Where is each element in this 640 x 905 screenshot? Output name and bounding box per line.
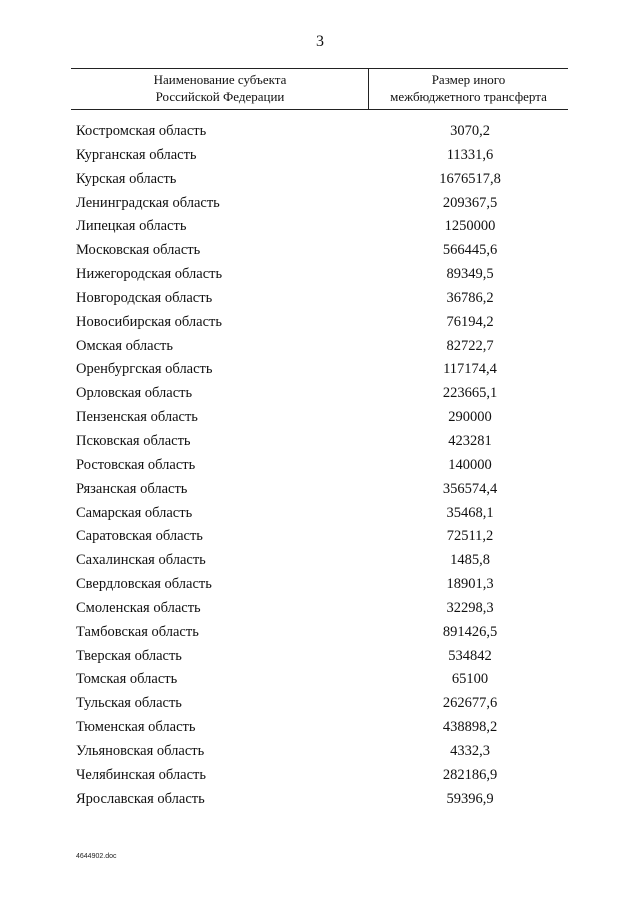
table-row (0, 358, 640, 382)
header-amount-line1: Размер иного (431, 72, 506, 87)
table-row (0, 478, 640, 502)
table-row (0, 335, 640, 359)
transfer-amount-cell: 534842 (448, 647, 492, 664)
transfer-amount-cell: 72511,2 (446, 528, 494, 545)
transfer-amount-cell: 290000 (448, 409, 492, 426)
transfer-amount-cell: 423281 (448, 432, 492, 449)
transfer-amount-cell: 1250000 (444, 218, 496, 235)
transfer-amount-cell: 140000 (448, 456, 492, 473)
transfer-amount-cell: 566445,6 (442, 242, 498, 259)
subject-name-cell: Курская область (76, 170, 177, 187)
subject-name-cell: Свердловская область (76, 576, 212, 593)
subject-name-cell: Ленинградская область (76, 194, 220, 211)
table-row (0, 573, 640, 597)
subject-name-cell: Новгородская область (76, 289, 213, 306)
table-row (0, 668, 640, 692)
subject-name-cell: Орловская область (76, 385, 193, 402)
transfer-amount-cell: 891426,5 (442, 623, 498, 640)
table-header (71, 68, 568, 110)
table-row (0, 716, 640, 740)
transfer-amount-cell: 117174,4 (443, 361, 497, 378)
table-row (0, 144, 640, 168)
table-row (0, 406, 640, 430)
transfer-amount-cell: 209367,5 (442, 194, 498, 211)
subject-name-cell: Пензенская область (76, 409, 198, 426)
transfer-amount-cell: 35468,1 (446, 504, 494, 521)
subject-name-cell: Нижегородская область (76, 266, 223, 283)
subject-name-cell: Рязанская область (76, 480, 188, 497)
table-row (0, 287, 640, 311)
subject-name-cell: Ярославская область (76, 790, 205, 807)
subject-name-cell: Тверская область (76, 647, 182, 664)
table-row (0, 192, 640, 216)
subject-name-cell: Ростовская область (76, 456, 196, 473)
subject-name-cell: Ульяновская область (76, 742, 205, 759)
subject-name-cell: Томская область (76, 671, 178, 688)
transfer-amount-cell: 65100 (451, 671, 489, 688)
transfer-amount-cell: 438898,2 (442, 719, 498, 736)
subject-name-cell: Тюменская область (76, 719, 196, 736)
document-filename: 4644902.doc (76, 853, 117, 860)
subject-name-cell: Псковская область (76, 432, 191, 449)
transfer-amount-cell: 89349,5 (446, 266, 494, 283)
table-row (0, 430, 640, 454)
transfer-amount-cell: 32298,3 (446, 599, 494, 616)
subject-name-cell: Тамбовская область (76, 623, 199, 640)
transfer-amount-cell: 4332,3 (450, 742, 490, 759)
table-row (0, 692, 640, 716)
table-row (0, 263, 640, 287)
table-row (0, 311, 640, 335)
header-subject-line2: Российской Федерации (155, 89, 285, 104)
header-amount-line2: межбюджетного трансферта (390, 89, 547, 104)
transfer-amount-cell: 36786,2 (446, 289, 494, 306)
subject-name-cell: Смоленская область (76, 599, 201, 616)
transfer-amount-cell: 282186,9 (442, 766, 498, 783)
table-row (0, 621, 640, 645)
transfer-amount-cell: 356574,4 (442, 480, 498, 497)
table-row (0, 215, 640, 239)
subject-name-cell: Самарская область (76, 504, 193, 521)
subject-name-cell: Саратовская область (76, 528, 203, 545)
transfer-amount-cell: 59396,9 (446, 790, 494, 807)
subject-name-cell: Новосибирская область (76, 313, 222, 330)
transfer-amount-cell: 223665,1 (442, 385, 498, 402)
table-row (0, 168, 640, 192)
transfer-amount-cell: 76194,2 (446, 313, 494, 330)
subject-name-cell: Оренбургская область (76, 361, 213, 378)
header-transfer-amount (369, 71, 568, 105)
table-row (0, 382, 640, 406)
table-row (0, 454, 640, 478)
table-row (0, 502, 640, 526)
transfer-amount-cell: 3070,2 (450, 123, 490, 139)
subject-name-cell: Курганская область (76, 146, 197, 163)
subject-name-cell: Тульская область (76, 695, 182, 712)
transfer-amount-cell: 82722,7 (446, 337, 494, 354)
subject-name-cell: Челябинская область (76, 766, 206, 783)
table-row (0, 239, 640, 263)
transfer-amount-cell: 262677,6 (442, 695, 498, 712)
transfer-amount-cell: 18901,3 (446, 576, 494, 593)
table-row (0, 740, 640, 764)
subject-name-cell: Костромская область (76, 123, 207, 139)
subject-name-cell: Омская область (76, 337, 173, 354)
page-number: 3 (316, 33, 324, 50)
subject-name-cell: Сахалинская область (76, 552, 206, 569)
table-row (0, 525, 640, 549)
table-body (0, 120, 640, 811)
transfer-amount-cell: 1676517,8 (439, 170, 501, 187)
transfer-amount-cell: 1485,8 (450, 552, 490, 569)
table-row (0, 549, 640, 573)
table-row (0, 120, 640, 144)
subject-name-cell: Московская область (76, 242, 201, 259)
header-subject-name (71, 71, 369, 105)
transfer-amount-cell: 11331,6 (446, 146, 494, 163)
header-subject-line1: Наименование субъекта (153, 72, 287, 87)
table-row (0, 788, 640, 812)
subject-name-cell: Липецкая область (76, 218, 187, 235)
table-row (0, 597, 640, 621)
table-row (0, 645, 640, 669)
table-row (0, 764, 640, 788)
